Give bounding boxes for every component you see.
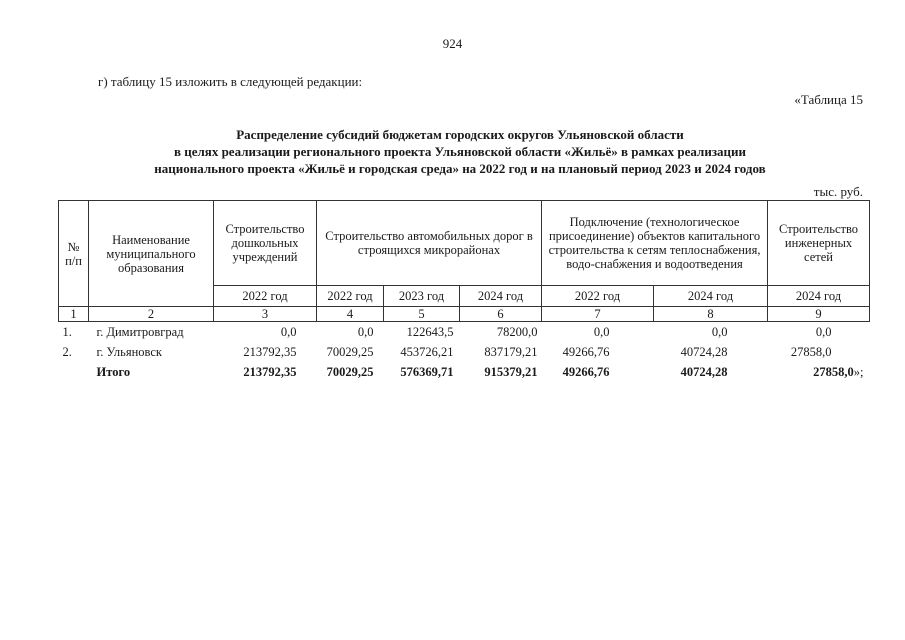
total-cell: 49266,76	[562, 364, 610, 379]
header-name: Наименование муниципального образования	[89, 201, 214, 307]
total-row	[59, 362, 870, 382]
table-cell: 0,0	[711, 324, 728, 339]
intro-text: г) таблицу 15 изложить в следующей редакции:	[98, 74, 363, 89]
column-number: 1	[59, 307, 89, 322]
table-cell: 837179,21	[484, 344, 538, 359]
year-header: 2024 год	[460, 286, 542, 307]
year-header: 2022 год	[542, 286, 654, 307]
column-number: 8	[654, 307, 768, 322]
row-number: 1.	[62, 324, 72, 339]
column-number-row	[59, 307, 870, 322]
year-header: 2024 год	[768, 286, 870, 307]
header-row	[59, 201, 870, 286]
year-header: 2024 год	[654, 286, 768, 307]
header-engineering: Строительство инженерных сетей	[768, 201, 870, 286]
table-cell: 0,0	[593, 324, 610, 339]
total-cell: 70029,25	[326, 364, 374, 379]
page-number: 924	[442, 36, 463, 51]
title-line-2: в целях реализации регионального проекта Ульяновской области «Жильё» в рамках реализации	[173, 144, 747, 159]
total-cell: 213792,35	[243, 364, 297, 379]
table-cell: 0,0	[815, 324, 832, 339]
year-header: 2022 год	[317, 286, 384, 307]
subsidy-table	[58, 200, 870, 382]
header-preschool: Строительство дошкольных учреждений	[214, 201, 317, 286]
year-header: 2023 год	[384, 286, 460, 307]
table-cell: 0,0	[280, 324, 297, 339]
total-cell: 40724,28	[680, 364, 728, 379]
table-cell: 70029,25	[326, 344, 374, 359]
document-title	[60, 126, 860, 177]
title-line-3: национального проекта «Жильё и городская среда» на 2022 год и на плановый период 2023 и 2024 годов	[154, 161, 766, 176]
column-number: 6	[460, 307, 542, 322]
row-number: 2.	[62, 344, 72, 359]
units-label: тыс. руб.	[813, 184, 863, 199]
total-cell: 576369,71	[400, 364, 454, 379]
table-caption: «Таблица 15	[794, 92, 863, 107]
header-connection: Подключение (технологическое присоединение) объектов капитального строительства к сетям теплоснабжения, водо-снабжения и водоотведения	[542, 201, 768, 286]
header-num: № п/п	[59, 201, 89, 307]
municipality-name: г. Димитровград	[96, 324, 184, 339]
table-cell: 0,0	[357, 324, 374, 339]
municipality-name: г. Ульяновск	[96, 344, 162, 359]
title-line-1: Распределение субсидий бюджетам городских округов Ульяновской области	[236, 127, 684, 142]
table-cell: 40724,28	[680, 344, 728, 359]
column-number: 4	[317, 307, 384, 322]
column-number: 3	[214, 307, 317, 322]
table-row	[59, 322, 870, 343]
column-number: 7	[542, 307, 654, 322]
table-cell: 122643,5	[406, 324, 454, 339]
table-cell: 453726,21	[400, 344, 454, 359]
table-cell: 27858,0	[790, 344, 832, 359]
column-number: 9	[768, 307, 870, 322]
column-number: 5	[384, 307, 460, 322]
year-header: 2022 год	[214, 286, 317, 307]
total-label: Итого	[96, 364, 131, 379]
table-row	[59, 342, 870, 362]
table-cell: 49266,76	[562, 344, 610, 359]
total-cell: 915379,21	[484, 364, 538, 379]
total-cell-last	[768, 362, 870, 382]
table-cell: 78200,0	[496, 324, 538, 339]
column-number: 2	[89, 307, 214, 322]
header-roads: Строительство автомобильных дорог в строящихся микрорайонах	[317, 201, 542, 286]
quote-close: »;	[853, 364, 864, 379]
total-value: 27858,0	[813, 364, 854, 379]
table-cell: 213792,35	[243, 344, 297, 359]
